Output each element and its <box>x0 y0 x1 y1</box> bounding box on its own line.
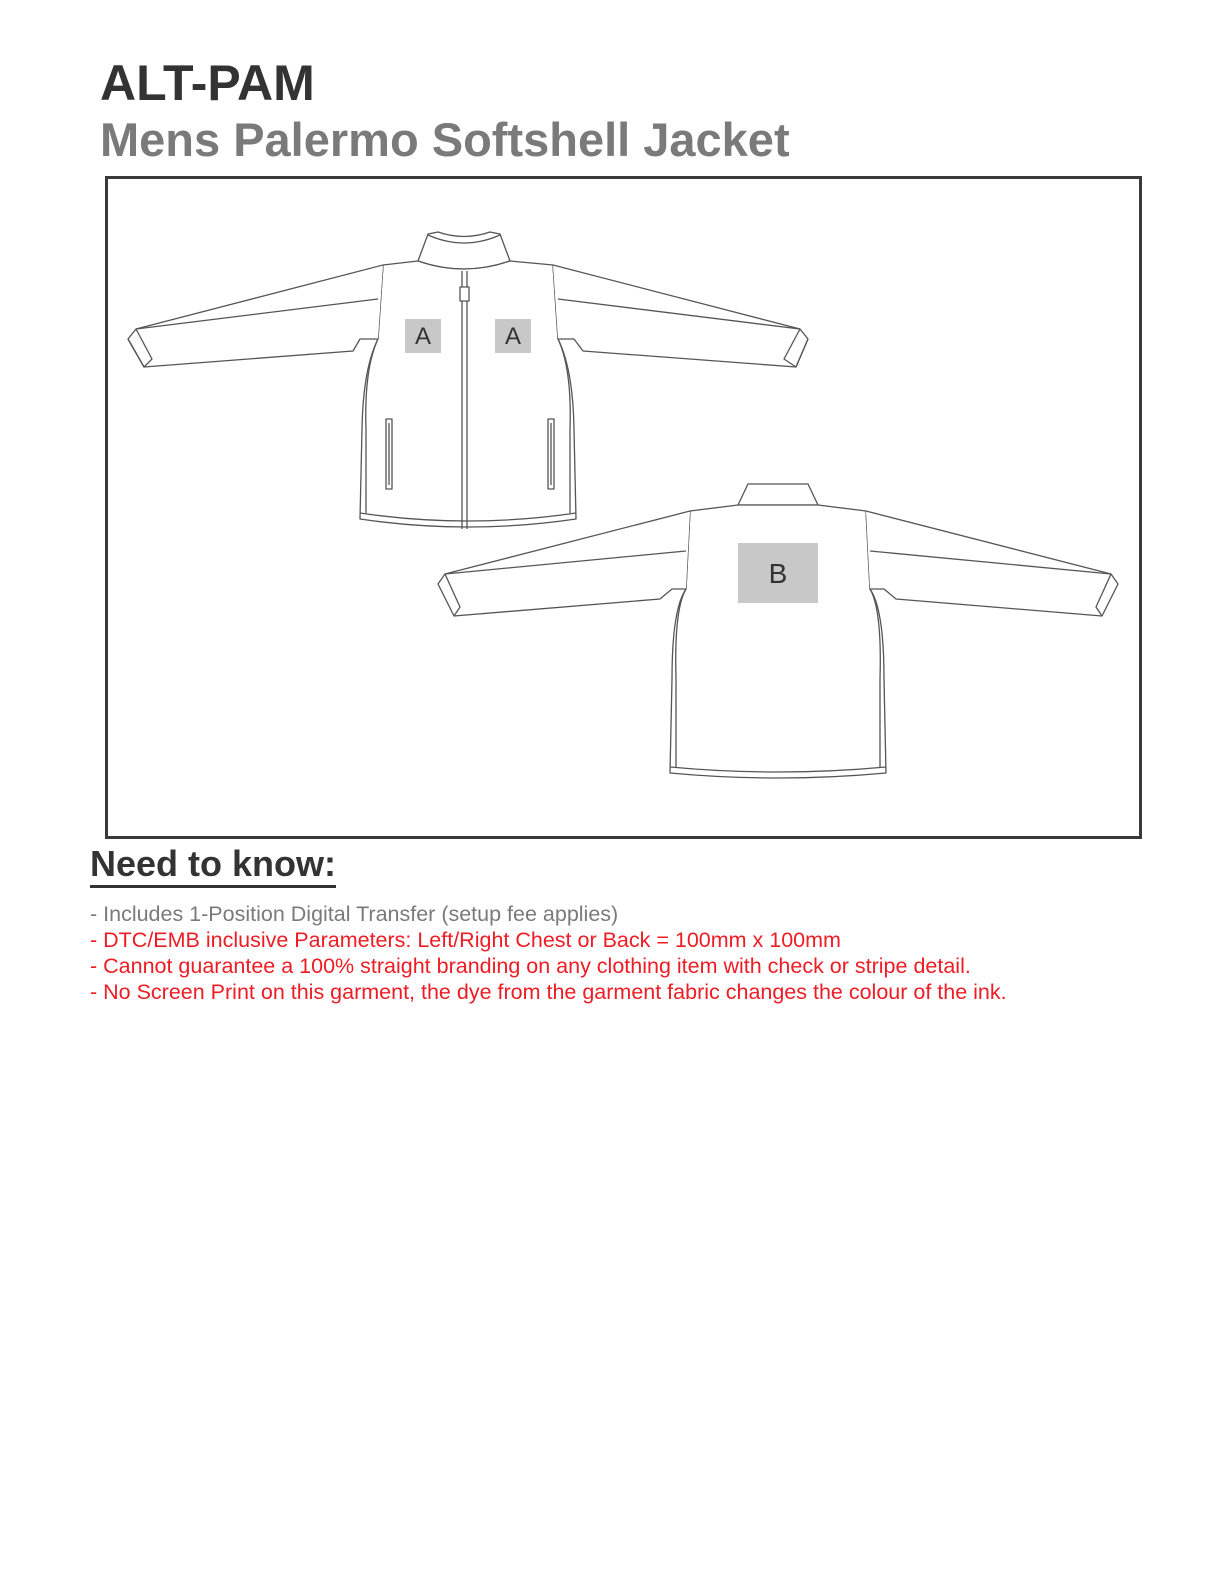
jacket-front-view <box>128 232 808 529</box>
garment-illustration-frame <box>105 176 1142 839</box>
garment-illustration <box>108 179 1139 836</box>
need-to-know-notes <box>90 901 1007 1005</box>
print-position-a-left <box>405 319 441 353</box>
product-name: Mens Palermo Softshell Jacket <box>100 113 790 166</box>
need-to-know-heading: Need to know: <box>90 846 336 888</box>
note-item: - DTC/EMB inclusive Parameters: Left/Right Chest or Back = 100mm x 100mm <box>90 928 841 952</box>
note-item: - Cannot guarantee a 100% straight branding on any clothing item with check or stripe detail. <box>90 954 971 978</box>
print-position-b-back <box>738 543 818 603</box>
product-code: ALT-PAM <box>100 55 315 111</box>
note-item: - Includes 1-Position Digital Transfer (setup fee applies) <box>90 902 619 926</box>
note-item: - No Screen Print on this garment, the dye from the garment fabric changes the colour of the ink. <box>90 980 1007 1004</box>
print-position-a-right <box>495 319 531 353</box>
position-label: B <box>768 558 788 589</box>
position-label: A <box>414 323 432 350</box>
jacket-back-view <box>438 484 1118 778</box>
position-label: A <box>504 323 522 350</box>
